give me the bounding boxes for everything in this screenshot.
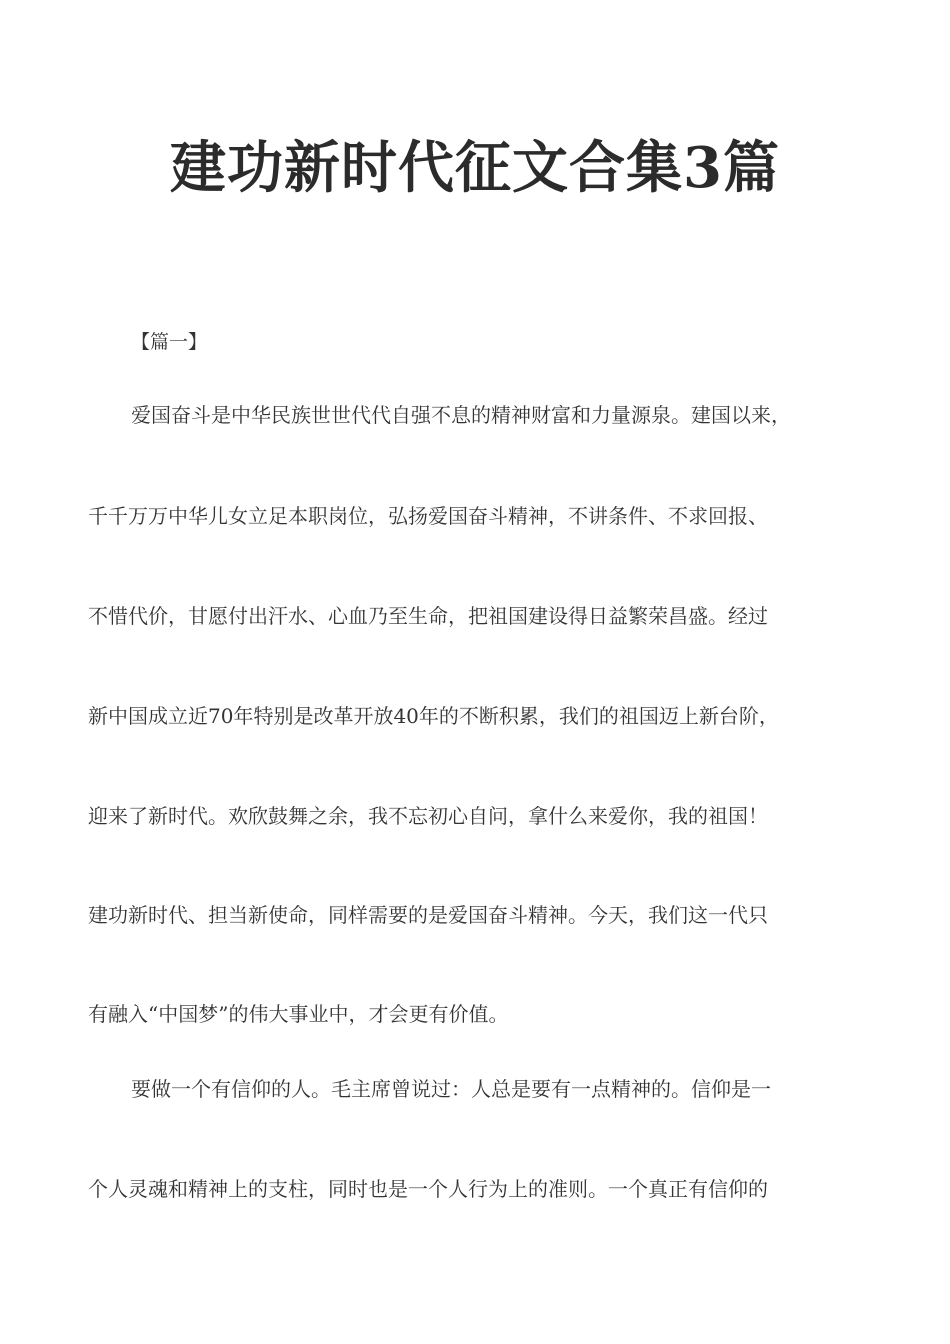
paragraph-line: 千千万万中华儿女立足本职岗位，弘扬爱国奋斗精神，不讲条件、不求回报、 [88,504,768,528]
paragraph-line: 要做一个有信仰的人。毛主席曾说过：人总是要有一点精神的。信仰是一 [131,1077,771,1101]
paragraph-line: 建功新时代、担当新使命，同样需要的是爱国奋斗精神。今天，我们这一代只 [88,903,768,927]
paragraph-line: 迎来了新时代。欢欣鼓舞之余，我不忘初心自问，拿什么来爱你，我的祖国！ [88,804,768,828]
paragraph-line: 新中国成立近70年特别是改革开放40年的不断积累，我们的祖国迈上新台阶， [88,704,779,728]
paragraph-line: 有融入“中国梦”的伟大事业中，才会更有价值。 [88,1002,509,1026]
paragraph-line: 爱国奋斗是中华民族世世代代自强不息的精神财富和力量源泉。建国以来， [131,403,791,427]
document-title: 建功新时代征文合集3篇 [170,135,780,201]
paragraph-line: 个人灵魂和精神上的支柱，同时也是一个人行为上的准则。一个真正有信仰的 [88,1177,768,1201]
section-heading: 【篇一】 [131,331,208,353]
paragraph-line: 不惜代价，甘愿付出汗水、心血乃至生命，把祖国建设得日益繁荣昌盛。经过 [88,604,768,628]
